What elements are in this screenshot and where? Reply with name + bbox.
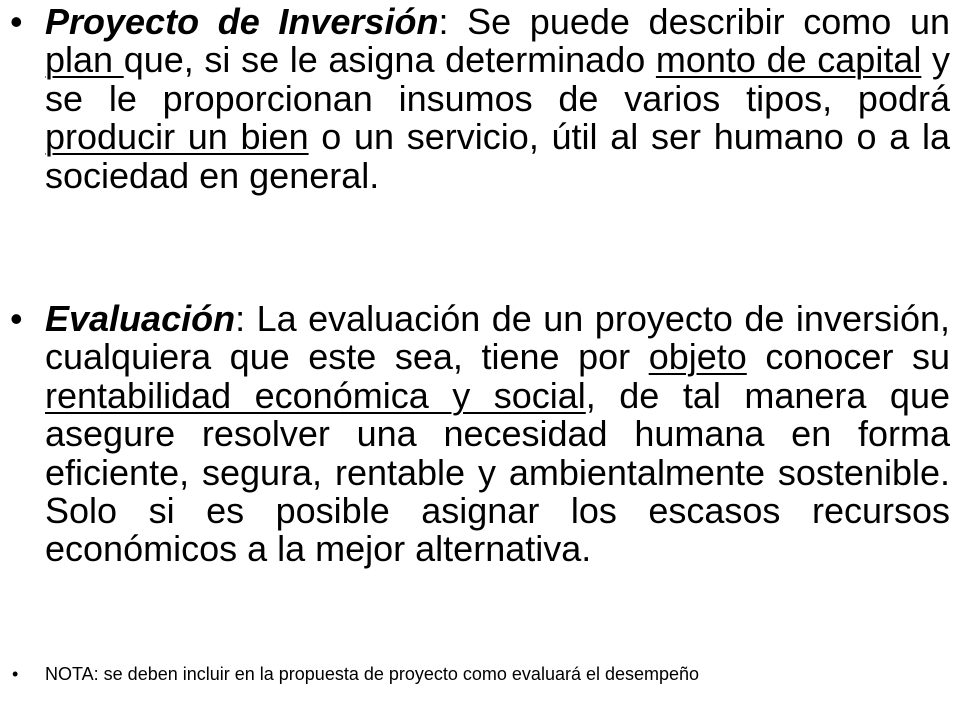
bullet-text (45, 300, 950, 569)
underlined-term-monto-de-capital: monto de capital (655, 39, 922, 81)
underlined-term-producir-un-bien: producir un bien (45, 116, 309, 158)
text-segment: : La evaluación de un proyecto de inversión, cualquiera que este sea, tiene por (45, 298, 950, 378)
term-heading: Evaluación (45, 298, 236, 339)
text-segment: o un servicio, útil al ser humano o a la sociedad en general. (45, 116, 950, 196)
underlined-term-objeto: objeto (648, 336, 747, 378)
bullet-text (45, 3, 950, 195)
underlined-term-rentabilidad: rentabilidad económica y social (45, 374, 586, 416)
bullet-icon: • (10, 1, 23, 42)
bullet-icon: • (10, 298, 23, 339)
text-segment: : Se puede describir como un (438, 1, 950, 42)
note-text: NOTA: se deben incluir en la propuesta de proyecto como evaluará el desempeño (45, 664, 700, 684)
text-segment: conocer su (746, 336, 951, 378)
term-heading: Proyecto de Inversión (45, 1, 439, 42)
text-segment: y se le proporcionan insumos de varios tipos, podrá (45, 39, 950, 119)
underlined-term-plan: plan (45, 39, 124, 81)
text-segment: que, si se le asigna determinado (123, 39, 656, 81)
bullet-icon: • (12, 664, 19, 684)
text-segment: , de tal manera que asegure resolver una necesidad humana en forma eficiente, segura, rentable y ambientalmente sostenible. Solo si es posible asignar los escasos recursos económicos a la mejor alternativa. (45, 374, 950, 570)
